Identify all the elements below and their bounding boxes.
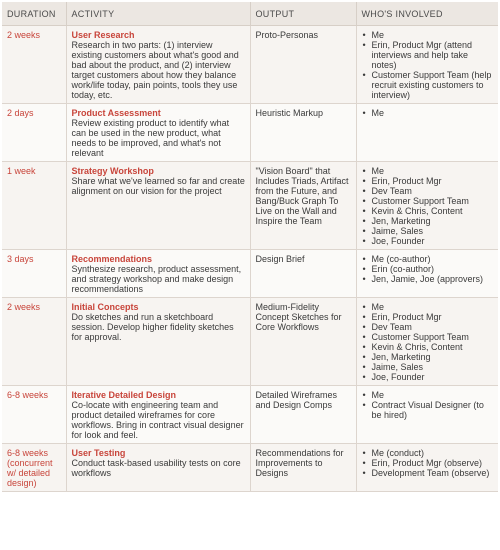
involved-person: • Erin, Product Mgr (attend interviews and help take notes) <box>362 40 495 70</box>
involved-person: • Me <box>362 108 495 118</box>
header-involved: WHO'S INVOLVED <box>356 2 498 26</box>
involved-person: • Dev Team <box>362 322 495 332</box>
project-plan-table <box>2 2 498 492</box>
table-row <box>2 104 498 162</box>
involved-person: • Me <box>362 30 495 40</box>
involved-person: • Customer Support Team (help recruit existing customers to interview) <box>362 70 495 100</box>
involved-person: • Joe, Founder <box>362 372 495 382</box>
involved-cell <box>356 162 498 250</box>
activity-cell <box>66 444 250 492</box>
involved-person: • Me <box>362 302 495 312</box>
duration-cell: 2 days <box>2 104 66 162</box>
involved-list <box>362 302 495 382</box>
activity-cell <box>66 162 250 250</box>
involved-person: • Kevin & Chris, Content <box>362 206 495 216</box>
activity-cell <box>66 386 250 444</box>
table-row <box>2 444 498 492</box>
involved-person: • Me (conduct) <box>362 448 495 458</box>
output-cell: Recommendations for Improvements to Designs <box>250 444 356 492</box>
output-cell: Medium-Fidelity Concept Sketches for Core Workflows <box>250 298 356 386</box>
output-cell: Heuristic Markup <box>250 104 356 162</box>
involved-person: • Erin (co-author) <box>362 264 495 274</box>
involved-person: • Joe, Founder <box>362 236 495 246</box>
header-output: OUTPUT <box>250 2 356 26</box>
activity-title: Product Assessment <box>71 108 161 118</box>
activity-cell <box>66 250 250 298</box>
activity-title: Initial Concepts <box>71 302 139 312</box>
involved-person: • Kevin & Chris, Content <box>362 342 495 352</box>
duration-cell: 1 week <box>2 162 66 250</box>
involved-person: • Erin, Product Mgr <box>362 176 495 186</box>
activity-description: Conduct task-based usability tests on core workflows <box>71 458 241 478</box>
header-row <box>2 2 498 26</box>
activity-title: Strategy Workshop <box>71 166 154 176</box>
involved-person: • Jen, Jamie, Joe (approvers) <box>362 274 495 284</box>
activity-title: Recommendations <box>71 254 153 264</box>
involved-person: • Jen, Marketing <box>362 216 495 226</box>
duration-cell: 6-8 weeks (concurrent w/ detailed design) <box>2 444 66 492</box>
table-row <box>2 26 498 104</box>
involved-list <box>362 30 495 100</box>
involved-cell <box>356 444 498 492</box>
involved-person: • Development Team (observe) <box>362 468 495 478</box>
involved-person: • Jaime, Sales <box>362 226 495 236</box>
table-row <box>2 298 498 386</box>
activity-title: User Testing <box>71 448 126 458</box>
table-row <box>2 386 498 444</box>
table-row <box>2 250 498 298</box>
involved-person: • Me <box>362 390 495 400</box>
involved-person: • Customer Support Team <box>362 196 495 206</box>
duration-cell: 2 weeks <box>2 298 66 386</box>
involved-cell <box>356 298 498 386</box>
output-cell: Proto-Personas <box>250 26 356 104</box>
duration-cell: 2 weeks <box>2 26 66 104</box>
involved-person: • Dev Team <box>362 186 495 196</box>
activity-cell <box>66 26 250 104</box>
table-row <box>2 162 498 250</box>
involved-cell <box>356 386 498 444</box>
activity-description: Share what we've learned so far and create alignment on our vision for the project <box>71 176 245 196</box>
output-cell: "Vision Board" that Includes Triads, Artifact from the Future, and Bang/Buck Graph To Live on the Wall and Inspire the Team <box>250 162 356 250</box>
involved-list <box>362 448 495 478</box>
activity-description: Co-locate with engineering team and product detailed wireframes for core workflows. Bring in contract visual designer for look and feel. <box>71 400 244 440</box>
duration-cell: 6-8 weeks <box>2 386 66 444</box>
involved-person: • Me <box>362 166 495 176</box>
involved-list <box>362 108 495 118</box>
involved-list <box>362 166 495 246</box>
activity-description: Synthesize research, product assessment, and strategy workshop and make design recommendations <box>71 264 242 294</box>
involved-list <box>362 390 495 420</box>
duration-cell: 3 days <box>2 250 66 298</box>
activity-cell <box>66 298 250 386</box>
activity-description: Do sketches and run a sketchboard session. Develop higher fidelity sketches for approval. <box>71 312 234 342</box>
activity-description: Research in two parts: (1) interview existing customers about what's good and bad about the product, and (2) interview target customers about how they balance work/life today, pain points, tools they use today, etc. <box>71 40 239 100</box>
involved-person: • Jen, Marketing <box>362 352 495 362</box>
output-cell: Design Brief <box>250 250 356 298</box>
header-activity: ACTIVITY <box>66 2 250 26</box>
involved-cell <box>356 26 498 104</box>
activity-description: Review existing product to identify what can be used in the new product, what needs to be improved, and what's not relevant <box>71 118 230 158</box>
output-cell: Detailed Wireframes and Design Comps <box>250 386 356 444</box>
involved-person: • Me (co-author) <box>362 254 495 264</box>
involved-person: • Erin, Product Mgr (observe) <box>362 458 495 468</box>
involved-person: • Customer Support Team <box>362 332 495 342</box>
involved-person: • Jaime, Sales <box>362 362 495 372</box>
involved-cell <box>356 104 498 162</box>
involved-list <box>362 254 495 284</box>
activity-title: User Research <box>71 30 135 40</box>
activity-title: Iterative Detailed Design <box>71 390 177 400</box>
involved-person: • Erin, Product Mgr <box>362 312 495 322</box>
table-body <box>2 26 498 492</box>
activity-cell <box>66 104 250 162</box>
header-duration: DURATION <box>2 2 66 26</box>
involved-cell <box>356 250 498 298</box>
involved-person: • Contract Visual Designer (to be hired) <box>362 400 495 420</box>
